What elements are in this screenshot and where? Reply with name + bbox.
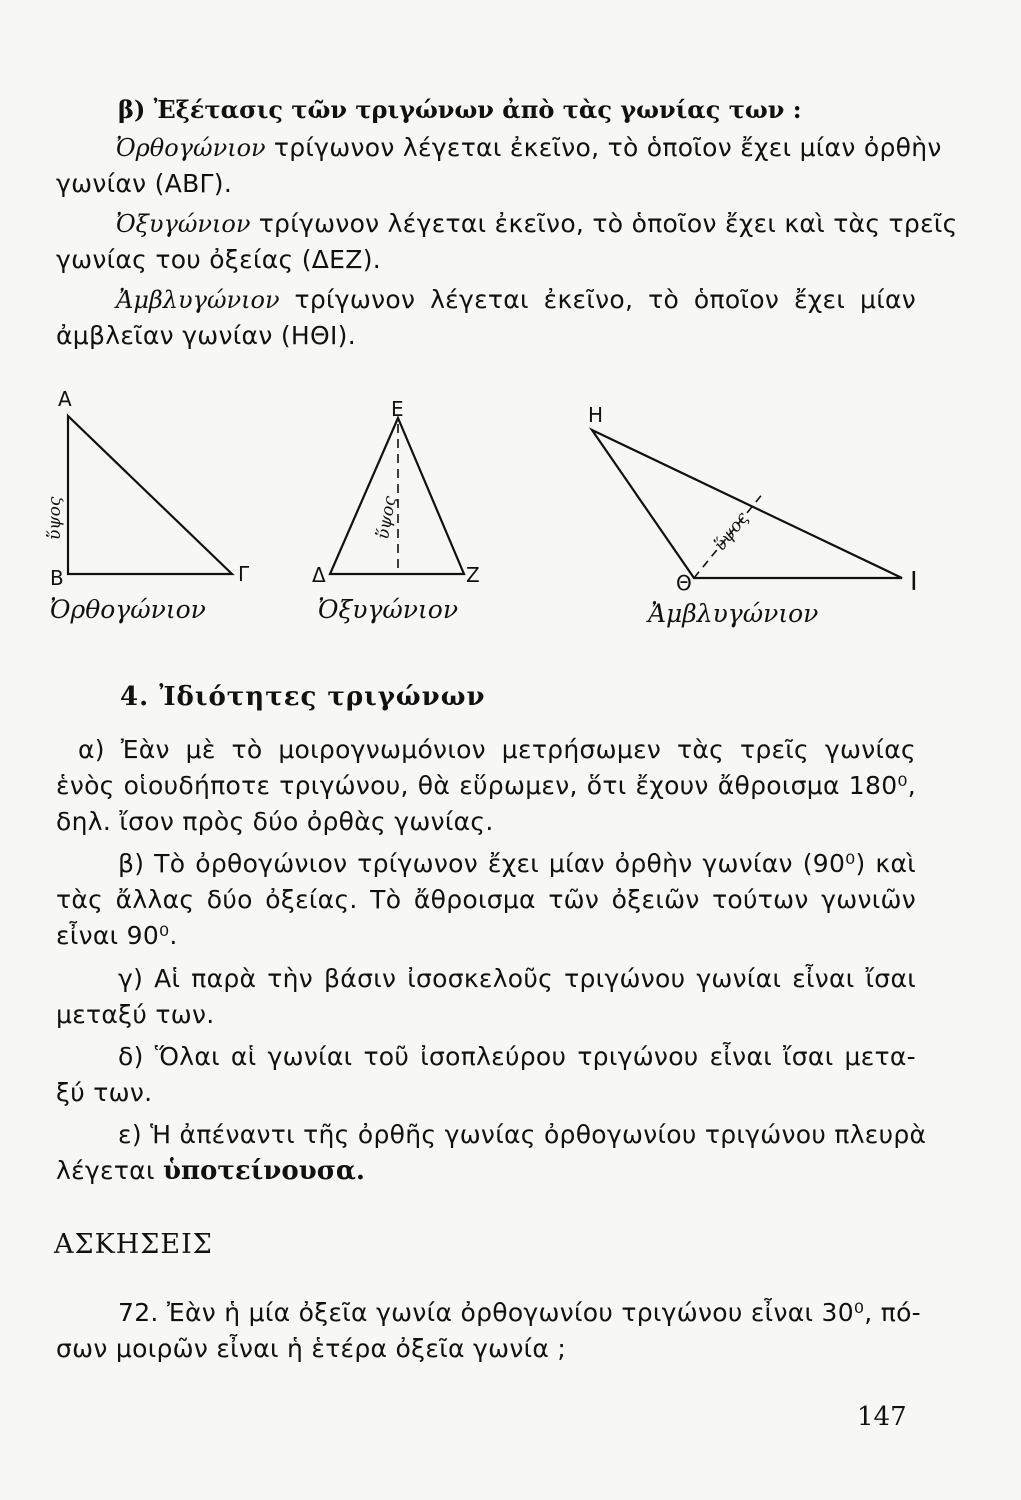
property-b-line1: β) Τὸ ὀρθογώνιον τρίγωνον ἔχει μίαν ὀρθὴν γωνίαν (90⁰) καὶ: [118, 849, 916, 878]
obtuse-triangle: [592, 430, 902, 578]
exercise-72-line1: 72. Ἐὰν ἡ μία ὀξεῖα γωνία ὀρθογωνίου τριγώνου εἶναι 30⁰, πό-: [118, 1298, 921, 1327]
obtuse-height-label: ὕψος: [710, 508, 753, 556]
property-a-line1: α) Ἐὰν μὲ τὸ μοιρογνωμόνιον μετρήσωμεν τὰς τρεῖς γωνίας: [78, 735, 916, 764]
right-triangle: [68, 416, 232, 574]
definition-right-text: τρίγωνον λέγεται ἐκεῖνο, τὸ ὁποῖον ἔχει μίαν ὀρθὴν: [273, 133, 942, 162]
property-e-prefix: λέγεται: [56, 1156, 155, 1185]
right-height-label: ὕψος: [45, 496, 65, 540]
definition-obtuse-line2: ἀμβλεῖαν γωνίαν (ΗΘΙ).: [56, 321, 356, 350]
exercises-title: ΑΣΚΗΣΕΙΣ: [54, 1229, 213, 1260]
triangle-figures: [0, 380, 1021, 640]
property-c-line2: μεταξύ των.: [56, 1000, 215, 1029]
subsection-heading: β) Ἐξέτασις τῶν τριγώνων ἀπὸ τὰς γωνίας των :: [118, 95, 802, 124]
exercise-72-line2: σων μοιρῶν εἶναι ἡ ἑτέρα ὀξεῖα γωνία ;: [56, 1334, 567, 1363]
definition-acute-text: τρίγωνον λέγεται ἐκεῖνο, τὸ ὁποῖον ἔχει καὶ τὰς τρεῖς: [258, 209, 958, 238]
term-acute: Ὀξυγώνιον: [116, 210, 251, 238]
caption-obtuse: Ἀμβλυγώνιον: [648, 599, 819, 628]
label-Z: Ζ: [466, 563, 480, 587]
property-a-line3: δηλ. ἴσον πρὸς δύο ὀρθὰς γωνίας.: [56, 807, 494, 836]
property-d-line1: δ) Ὅλαι αἱ γωνίαι τοῦ ἰσοπλεύρου τριγώνου εἶναι ἴσαι μετα-: [118, 1042, 916, 1071]
acute-triangle: [330, 418, 464, 574]
label-E: Ε: [391, 397, 404, 421]
definition-acute-line2: γωνίας του ὀξείας (ΔΕΖ).: [56, 245, 381, 274]
acute-height-label: ὕψος: [373, 494, 401, 541]
hypotenuse-term: ὑποτείνουσα.: [162, 1156, 365, 1186]
label-I: Ι: [910, 567, 918, 597]
property-e-line2: [56, 1154, 365, 1188]
definition-obtuse-line1: [56, 283, 916, 317]
caption-acute: Ὀξυγώνιον: [318, 595, 459, 624]
label-D: Δ: [312, 563, 326, 587]
label-TH: Θ: [676, 571, 692, 595]
section-title: 4. Ἰδιότητες τριγώνων: [120, 682, 486, 712]
label-G: Γ: [238, 562, 250, 586]
label-B: Β: [50, 566, 64, 590]
term-obtuse: Ἀμβλυγώνιον: [116, 286, 280, 314]
caption-right: Ὀρθογώνιον: [50, 595, 206, 624]
definition-right-line2: γωνίαν (ΑΒΓ).: [56, 169, 233, 198]
property-c-line1: γ) Αἱ παρὰ τὴν βάσιν ἰσοσκελοῦς τριγώνου γωνίαι εἶναι ἴσαι: [118, 964, 916, 993]
property-e-line1: ε) Ἡ ἀπέναντι τῆς ὀρθῆς γωνίας ὀρθογωνίου τριγώνου πλευρὰ: [118, 1120, 927, 1149]
definition-acute-line1: [56, 207, 958, 241]
label-H: Η: [588, 403, 604, 427]
definition-obtuse-text: τρίγωνον λέγεται ἐκεῖνο, τὸ ὁποῖον ἔχει μίαν: [294, 285, 916, 314]
label-A: Α: [58, 387, 72, 411]
term-right: Ὀρθογώνιον: [116, 134, 266, 162]
definition-right-line1: [56, 131, 942, 165]
property-d-line2: ξύ των.: [56, 1078, 153, 1107]
property-b-line3: εἶναι 90⁰.: [56, 921, 178, 950]
property-a-line2: ἑνὸς οἱουδήποτε τριγώνου, θὰ εὕρωμεν, ὅτι ἔχουν ἄθροισμα 180⁰,: [56, 771, 916, 800]
page-number: 147: [857, 1402, 907, 1432]
property-b-line2: τὰς ἄλλας δύο ὀξείας. Τὸ ἄθροισμα τῶν ὀξειῶν τούτων γωνιῶν: [56, 885, 916, 914]
